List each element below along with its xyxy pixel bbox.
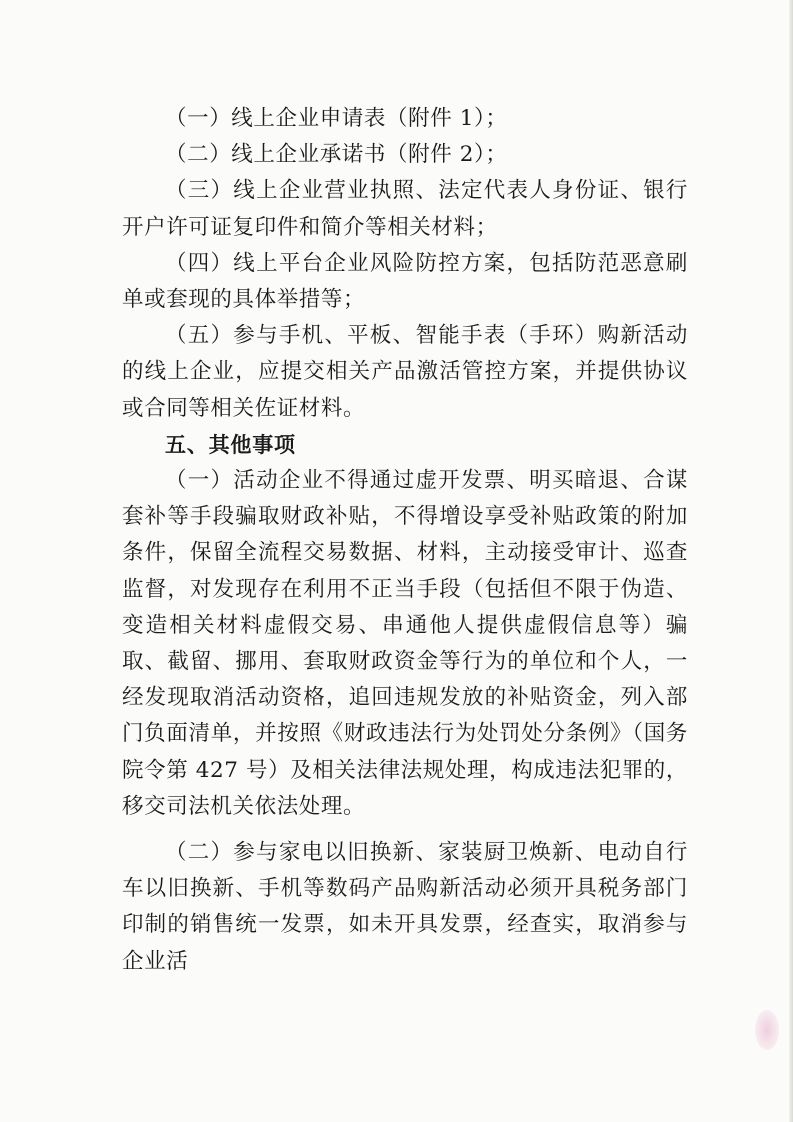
paragraph-2: （二）参与家电以旧换新、家装厨卫焕新、电动自行车以旧换新、手机等数码产品购新活动必须开具税务部门印制的销售统一发票，如未开具发票，经查实，取消参与企业活 (122, 840, 688, 974)
list-item-3: （三）线上企业营业执照、法定代表人身份证、银行开户许可证复印件和简介等相关材料； (122, 178, 688, 240)
list-item-2: （二）线上企业承诺书（附件 2）； (165, 142, 508, 168)
paragraph-1: （一）活动企业不得通过虚开发票、明买暗退、合谋套补等手段骗取财政补贴，不得增设享受补贴政策的附加条件，保留全流程交易数据、材料，主动接受审计、巡查监督，对发现存在利用不正当手段（包括但不限于伪造、变造相关材料虚假交易、串通他人提供虚假信息等）骗取、截留、挪用、套取财政资金等行为的单位和个人，一经发现取消活动资格，追回违规发放的补贴资金，列入部门负面清单，并按照《财政违法行为处罚处分条例》（国务院令第 427 号）及相关法律法规处理，构成违法犯罪的，移交司法机关依法处理。 (122, 468, 689, 819)
section-heading: 五、其他事项 (165, 432, 296, 457)
document-body (122, 101, 688, 980)
list-item-1: （一）线上企业申请表（附件 1）； (165, 106, 508, 131)
scan-edge-shadow (789, 0, 793, 1122)
list-item-4: （四）线上平台企业风险防控方案，包括防范恶意刷单或套现的具体举措等； (122, 250, 688, 313)
list-item-5: （五）参与手机、平板、智能手表（手环）购新活动的线上企业，应提交相关产品激活管控方案，并提供协议或合同等相关佐证材料。 (122, 323, 688, 421)
ink-smudge (755, 1010, 779, 1050)
